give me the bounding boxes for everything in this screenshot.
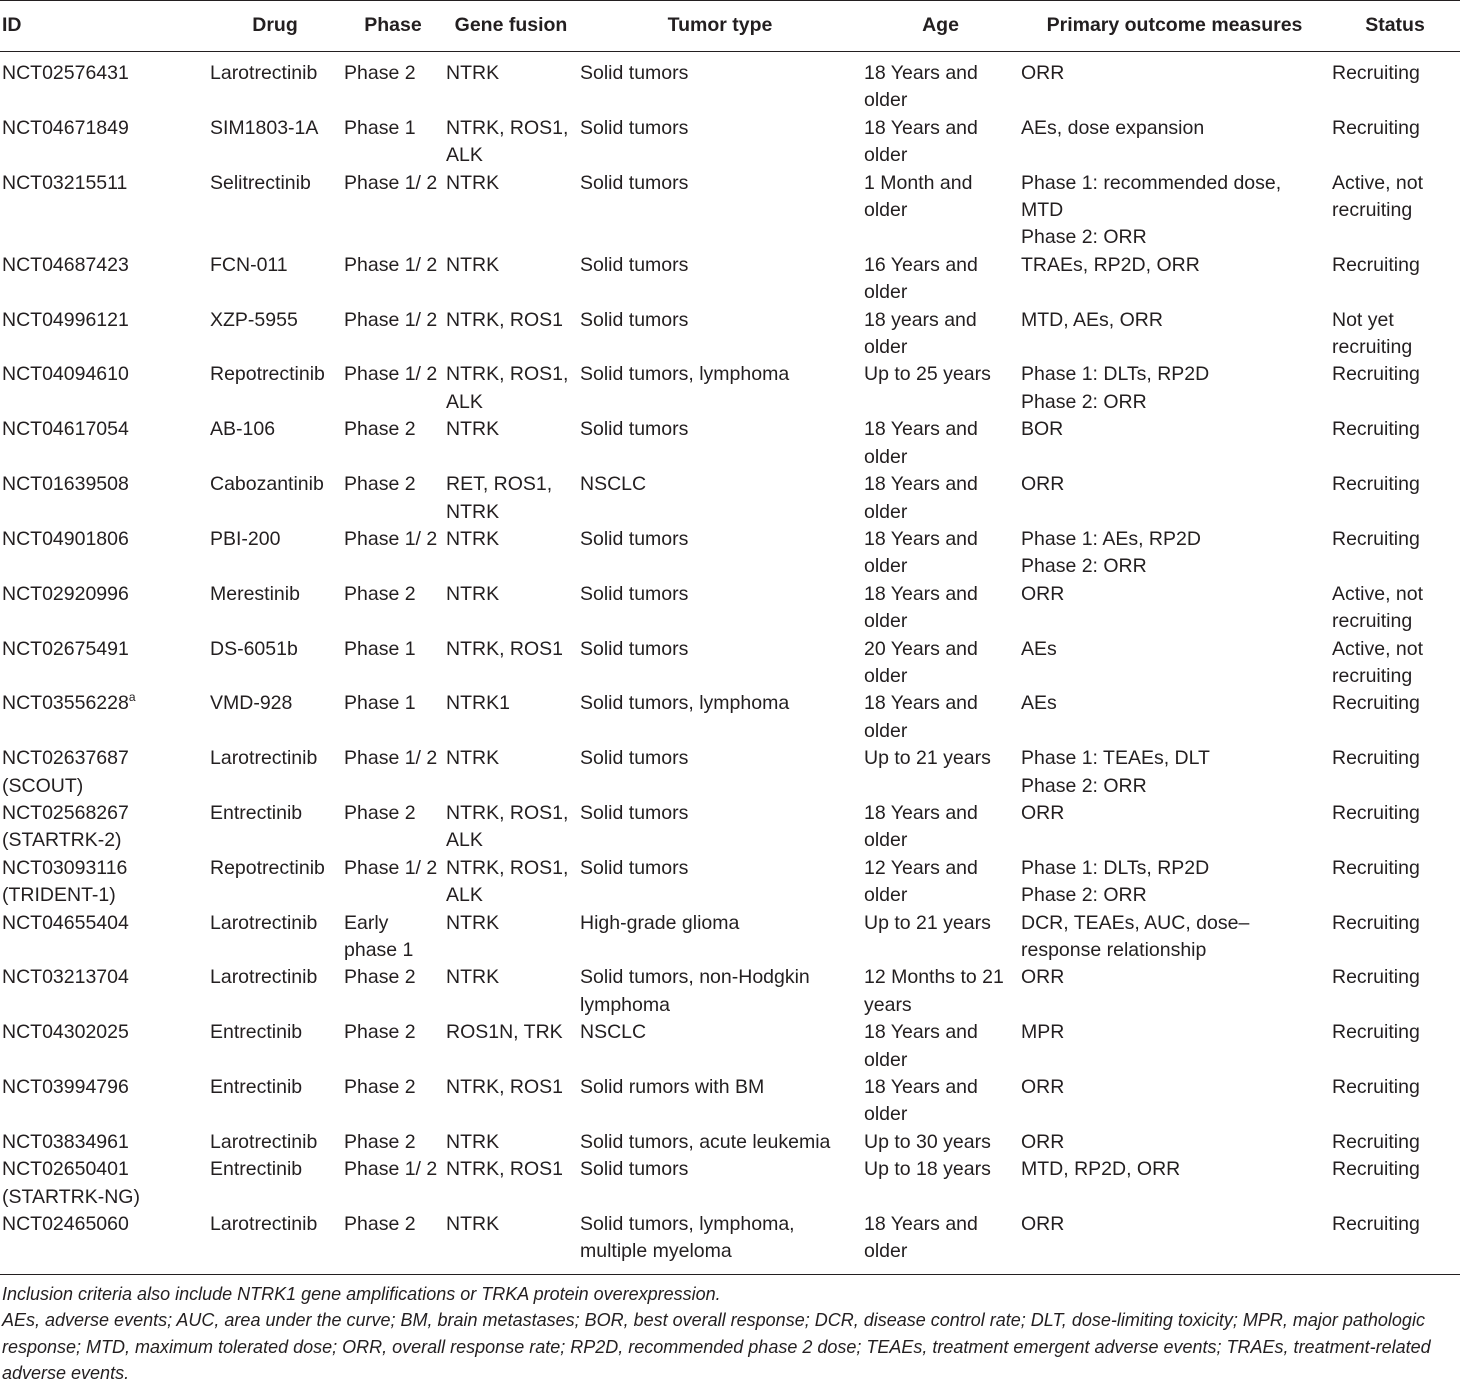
cell-phase: Phase 1 [344, 116, 416, 139]
header-id: ID [0, 1, 208, 52]
cell-drug: XZP-5955 [210, 308, 298, 331]
header-gene-fusion: Gene fusion [444, 1, 578, 52]
outcome-text: BOR [1021, 418, 1064, 441]
cell-primary-outcome [1019, 115, 1330, 170]
table-body [0, 52, 1460, 1275]
cell-drug: Entrectinib [210, 1158, 303, 1181]
cell-gene-fusion: NTRK [446, 966, 500, 989]
outcome-text: Phase 1: AEs, RP2D [1021, 527, 1201, 550]
table-row [0, 745, 1460, 800]
cell-primary-outcome [1019, 361, 1330, 416]
trial-id: NCT04687423 [2, 253, 129, 276]
cell-tumor-type: High-grade glioma [580, 911, 740, 934]
cell-status: Recruiting [1332, 1158, 1420, 1181]
cell-age: 18 Years and older [864, 1021, 978, 1071]
cell-primary-outcome [1019, 170, 1330, 252]
table-row [0, 471, 1460, 526]
trial-id-line [2, 800, 206, 827]
cell-id [0, 910, 208, 965]
outcome-text: AEs, dose expansion [1021, 116, 1205, 139]
cell-status: Recruiting [1332, 966, 1420, 989]
cell-phase: Early phase 1 [344, 911, 414, 961]
cell-age: 12 Years and older [864, 856, 978, 907]
trial-id: NCT02568267 [2, 801, 129, 824]
cell-age: 1 Month and older [864, 171, 973, 222]
outcome-text: TRAEs, RP2D, ORR [1021, 253, 1200, 276]
cell-tumor-type: Solid tumors [580, 308, 689, 331]
cell-phase: Phase 2 [344, 62, 416, 84]
cell-status: Recruiting [1330, 1211, 1460, 1274]
header-phase: Phase [342, 1, 444, 52]
cell-age: Up to 18 years [864, 1158, 991, 1181]
trial-id-line [2, 745, 206, 772]
header-primary-outcome: Primary outcome measures [1019, 1, 1330, 52]
cell-drug: SIM1803-1A [210, 116, 319, 139]
cell-drug: Entrectinib [210, 1021, 303, 1044]
trial-id: NCT02637687 [2, 747, 129, 770]
cell-drug: FCN-011 [210, 253, 288, 276]
table-row [0, 636, 1460, 691]
table-row [0, 526, 1460, 581]
header-tumor-type: Tumor type [578, 1, 862, 52]
trial-id-line [2, 1129, 206, 1156]
cell-primary-outcome [1019, 1129, 1330, 1156]
cell-drug: Larotrectinib [210, 911, 318, 934]
outcome-text-2: Phase 2: ORR [1021, 390, 1147, 413]
cell-id [0, 115, 208, 170]
table-footnotes [0, 1275, 1460, 1387]
table-row [0, 1156, 1460, 1211]
cell-id [0, 1211, 208, 1274]
cell-phase: Phase 2 [344, 418, 416, 441]
outcome-text: MTD, AEs, ORR [1021, 308, 1163, 331]
table-row [0, 800, 1460, 855]
cell-primary-outcome [1019, 52, 1330, 115]
trial-id-line [2, 1156, 206, 1183]
cell-drug: Entrectinib [210, 801, 303, 824]
cell-status: Recruiting [1332, 363, 1420, 386]
cell-status: Recruiting [1332, 747, 1420, 770]
cell-status: Recruiting [1332, 418, 1420, 441]
cell-primary-outcome [1019, 416, 1330, 471]
cell-drug: Larotrectinib [208, 1211, 342, 1274]
cell-id [0, 52, 208, 115]
cell-status: Recruiting [1332, 1130, 1420, 1153]
cell-phase: Phase 2 [344, 1021, 416, 1044]
cell-id [0, 1019, 208, 1074]
cell-drug: DS-6051b [210, 637, 298, 660]
cell-age: Up to 21 years [864, 747, 991, 770]
cell-drug: Repotrectinib [210, 363, 325, 386]
trial-id-line [2, 252, 206, 279]
cell-gene-fusion: NTRK [446, 527, 500, 550]
cell-gene-fusion: NTRK [446, 911, 500, 934]
outcome-text: ORR [1021, 1213, 1065, 1236]
table-row [0, 581, 1460, 636]
cell-id [0, 636, 208, 691]
cell-id [0, 307, 208, 362]
cell-id [0, 855, 208, 910]
cell-phase: Phase 1/ 2 [344, 363, 438, 386]
cell-status: Recruiting [1332, 116, 1420, 139]
trial-id-line [2, 60, 206, 87]
outcome-text: AEs [1021, 637, 1057, 660]
cell-primary-outcome [1019, 690, 1330, 745]
trial-id-line [2, 170, 206, 197]
outcome-text-2: Phase 2: ORR [1021, 774, 1147, 797]
cell-phase: Phase 1/ 2 [344, 856, 438, 879]
cell-gene-fusion: NTRK [446, 747, 500, 770]
cell-phase: Phase 1/ 2 [344, 527, 438, 550]
cell-id [0, 800, 208, 855]
trial-id: NCT01639508 [2, 473, 129, 496]
cell-id [0, 964, 208, 1019]
footnote-a: Inclusion criteria also include NTRK1 gene amplifications or TRKA protein overexpression. [2, 1283, 721, 1304]
trial-id-line [2, 307, 206, 334]
table-row [0, 1129, 1460, 1156]
outcome-text: Phase 1: recommended dose, MTD [1021, 171, 1282, 222]
trial-id: NCT03834961 [2, 1130, 129, 1153]
cell-age: 18 Years and older [864, 418, 978, 468]
outcome-text-2: Phase 2: ORR [1021, 226, 1147, 249]
cell-gene-fusion: NTRK1 [446, 692, 510, 715]
cell-tumor-type: Solid tumors [580, 1158, 689, 1181]
trial-id-line [2, 526, 206, 553]
outcome-text: ORR [1021, 1130, 1065, 1153]
cell-id [0, 1129, 208, 1156]
outcome-text: ORR [1021, 801, 1065, 824]
cell-age: Up to 30 years [864, 1130, 991, 1153]
cell-gene-fusion: NTRK [446, 582, 500, 605]
cell-id [0, 745, 208, 800]
cell-tumor-type: Solid tumors [580, 856, 689, 879]
outcome-text: MTD, RP2D, ORR [1021, 1158, 1181, 1181]
trial-id: NCT03556228 [2, 692, 129, 715]
cell-primary-outcome [1019, 1074, 1330, 1129]
table-row [0, 252, 1460, 307]
cell-status: Recruiting [1332, 1076, 1420, 1099]
trial-id-line [2, 910, 206, 937]
cell-tumor-type: NSCLC [580, 1021, 647, 1044]
trial-id: NCT04617054 [2, 418, 129, 441]
cell-phase: Phase 1/ 2 [344, 1158, 438, 1181]
cell-gene-fusion: RET, ROS1, NTRK [446, 473, 553, 523]
cell-tumor-type: Solid tumors, non-Hodgkin lymphoma [580, 966, 810, 1016]
trial-id: NCT04671849 [2, 116, 129, 139]
trial-id: NCT04996121 [2, 308, 129, 331]
table-row [0, 361, 1460, 416]
outcome-text: DCR, TEAEs, AUC, dose–response relationship [1021, 911, 1250, 961]
cell-tumor-type: Solid tumors, lymphoma [580, 363, 790, 386]
cell-gene-fusion: NTRK [446, 62, 500, 84]
cell-age: 18 Years and older [864, 692, 978, 742]
cell-age: 18 Years and older [864, 62, 978, 112]
cell-gene-fusion: ROS1N, TRK [446, 1021, 563, 1044]
outcome-text: MPR [1021, 1021, 1065, 1044]
cell-age: 12 Months to 21 years [864, 966, 1004, 1016]
cell-id [0, 1156, 208, 1211]
table-row [0, 855, 1460, 910]
cell-primary-outcome [1019, 1019, 1330, 1074]
cell-phase: Phase 2 [344, 801, 416, 824]
cell-id [0, 526, 208, 581]
cell-age: 18 Years and older [862, 1211, 1019, 1274]
cell-primary-outcome [1019, 1211, 1330, 1274]
cell-id [0, 170, 208, 252]
trial-id: NCT03093116 [2, 856, 128, 879]
cell-drug: Larotrectinib [210, 62, 318, 84]
cell-tumor-type: Solid tumors [580, 747, 689, 770]
outcome-text-2: Phase 2: ORR [1021, 555, 1147, 578]
cell-primary-outcome [1019, 471, 1330, 526]
cell-status: Recruiting [1332, 253, 1420, 276]
trial-id-line [2, 115, 206, 142]
outcome-text: Phase 1: DLTs, RP2D [1021, 856, 1210, 879]
cell-status: Active, not recruiting [1332, 637, 1424, 687]
cell-phase: Phase 1 [344, 692, 416, 715]
trial-id: NCT03213704 [2, 966, 129, 989]
trial-id-line [2, 361, 206, 388]
cell-gene-fusion: NTRK [446, 253, 500, 276]
trial-id: NCT02920996 [2, 582, 129, 605]
cell-phase: Phase 1 [344, 637, 416, 660]
cell-tumor-type: Solid tumors [580, 418, 689, 441]
cell-drug: Larotrectinib [210, 1130, 318, 1153]
trial-id: NCT04901806 [2, 527, 129, 550]
cell-gene-fusion: NTRK, ROS1, ALK [446, 801, 569, 852]
cell-age: Up to 25 years [864, 363, 991, 386]
trial-id-line [2, 1074, 206, 1101]
cell-phase: Phase 2 [344, 473, 416, 496]
cell-status: Not yet recruiting [1332, 308, 1413, 359]
cell-status: Active, not recruiting [1332, 171, 1424, 222]
cell-primary-outcome [1019, 1156, 1330, 1211]
cell-id [0, 361, 208, 416]
cell-tumor-type: Solid tumors, lymphoma, multiple myeloma [578, 1211, 862, 1274]
header-drug: Drug [208, 1, 342, 52]
cell-status: Recruiting [1332, 1021, 1420, 1044]
cell-id [0, 252, 208, 307]
cell-phase: Phase 2 [342, 1211, 444, 1274]
cell-gene-fusion: NTRK [446, 171, 500, 194]
cell-status: Recruiting [1332, 801, 1420, 824]
cell-id [0, 690, 208, 745]
cell-drug: PBI-200 [210, 527, 281, 550]
trial-id: NCT04094610 [2, 363, 129, 386]
cell-age: 18 Years and older [864, 801, 978, 852]
cell-status: Recruiting [1332, 856, 1420, 879]
trial-acronym: (STARTRK-2) [2, 829, 122, 852]
header-row [0, 1, 1460, 52]
cell-tumor-type: Solid tumors [580, 62, 689, 84]
outcome-text: ORR [1021, 473, 1065, 496]
cell-id [0, 581, 208, 636]
trial-acronym: (STARTRK-NG) [2, 1185, 140, 1208]
cell-gene-fusion: NTRK [446, 418, 500, 441]
cell-primary-outcome [1019, 581, 1330, 636]
outcome-text: AEs [1021, 692, 1057, 715]
cell-tumor-type: Solid tumors, acute leukemia [580, 1130, 831, 1153]
outcome-text: Phase 1: DLTs, RP2D [1021, 363, 1210, 386]
cell-gene-fusion: NTRK, ROS1 [446, 1076, 564, 1099]
cell-phase: Phase 2 [344, 1130, 416, 1153]
cell-status: Recruiting [1332, 911, 1420, 934]
trial-id: NCT04655404 [2, 911, 129, 934]
cell-age: 18 years and older [864, 308, 977, 359]
cell-primary-outcome [1019, 307, 1330, 362]
outcome-text-2: Phase 2: ORR [1021, 884, 1147, 907]
cell-id [0, 1074, 208, 1129]
trial-acronym: (TRIDENT-1) [2, 884, 116, 907]
header-status: Status [1330, 1, 1460, 52]
cell-primary-outcome [1019, 800, 1330, 855]
trial-acronym: (SCOUT) [2, 774, 84, 797]
cell-drug: AB-106 [210, 418, 276, 441]
trial-id-line [2, 416, 206, 443]
cell-drug: VMD-928 [210, 692, 293, 715]
table-row [0, 1019, 1460, 1074]
cell-drug: Larotrectinib [210, 747, 318, 770]
cell-tumor-type: Solid tumors [580, 253, 689, 276]
footnote-marker: a [128, 690, 136, 705]
cell-primary-outcome [1019, 526, 1330, 581]
trial-id-line [2, 581, 206, 608]
cell-tumor-type: Solid tumors [580, 801, 689, 824]
header-age: Age [862, 1, 1019, 52]
cell-primary-outcome [1019, 855, 1330, 910]
cell-drug: Repotrectinib [210, 856, 325, 879]
cell-gene-fusion: NTRK, ROS1 [446, 308, 564, 331]
table-row [0, 690, 1460, 745]
outcome-text: ORR [1021, 1076, 1065, 1099]
cell-age: 20 Years and older [864, 637, 978, 687]
cell-age: 18 Years and older [864, 116, 978, 167]
trial-id: NCT02576431 [2, 62, 129, 84]
cell-age: 18 Years and older [864, 527, 978, 578]
table-row [0, 52, 1460, 115]
cell-age: 16 Years and older [864, 253, 978, 304]
cell-tumor-type: Solid tumors, lymphoma [580, 692, 790, 715]
cell-age: Up to 21 years [864, 911, 991, 934]
cell-age: 18 Years and older [864, 473, 978, 523]
table-header [0, 1, 1460, 52]
trial-id: NCT03215511 [2, 171, 128, 194]
outcome-text: Phase 1: TEAEs, DLT [1021, 747, 1210, 770]
outcome-text: ORR [1021, 582, 1065, 605]
cell-phase: Phase 2 [344, 1076, 416, 1099]
cell-phase: Phase 2 [344, 966, 416, 989]
cell-status: Active, not recruiting [1332, 582, 1424, 633]
trial-id-line [2, 855, 206, 882]
cell-gene-fusion: NTRK, ROS1, ALK [446, 856, 569, 907]
cell-id [0, 471, 208, 526]
cell-phase: Phase 1/ 2 [344, 171, 438, 194]
cell-tumor-type: Solid tumors [580, 116, 689, 139]
table-row [0, 1211, 1460, 1274]
trial-id-line [2, 690, 206, 717]
cell-id [0, 416, 208, 471]
cell-phase: Phase 2 [344, 582, 416, 605]
cell-gene-fusion: NTRK [446, 1130, 500, 1153]
cell-primary-outcome [1019, 910, 1330, 965]
cell-drug: Cabozantinib [210, 473, 324, 496]
table-row [0, 115, 1460, 170]
outcome-text: ORR [1021, 62, 1065, 84]
cell-drug: Larotrectinib [210, 966, 318, 989]
trial-id: NCT04302025 [2, 1021, 129, 1044]
trial-id-line [2, 636, 206, 663]
trial-id-line [2, 1019, 206, 1046]
cell-drug: Merestinib [210, 582, 300, 605]
table-row [0, 910, 1460, 965]
cell-gene-fusion: NTRK [444, 1211, 578, 1274]
cell-gene-fusion: NTRK, ROS1, ALK [446, 363, 569, 413]
cell-tumor-type: Solid tumors [580, 171, 689, 194]
table-row [0, 1074, 1460, 1129]
trial-id: NCT02465060 [2, 1213, 129, 1236]
trial-id: NCT02650401 [2, 1158, 129, 1181]
cell-tumor-type: Solid rumors with BM [580, 1076, 765, 1099]
cell-phase: Phase 1/ 2 [344, 308, 438, 331]
table-row [0, 307, 1460, 362]
trial-id-line [2, 964, 206, 991]
table-row [0, 416, 1460, 471]
cell-tumor-type: Solid tumors [580, 637, 689, 660]
cell-drug: Entrectinib [210, 1076, 303, 1099]
cell-status: Recruiting [1332, 692, 1420, 715]
cell-status: Recruiting [1332, 62, 1420, 84]
trial-id: NCT03994796 [2, 1076, 129, 1099]
outcome-text: ORR [1021, 966, 1065, 989]
cell-status: Recruiting [1332, 473, 1420, 496]
table-row [0, 964, 1460, 1019]
cell-age: 18 Years and older [864, 1076, 978, 1126]
cell-gene-fusion: NTRK, ROS1, ALK [446, 116, 569, 167]
trial-id-line [2, 471, 206, 498]
cell-tumor-type: Solid tumors [580, 527, 689, 550]
cell-age: 18 Years and older [864, 582, 978, 633]
cell-primary-outcome [1019, 252, 1330, 307]
cell-status: Recruiting [1332, 527, 1420, 550]
table-row [0, 170, 1460, 252]
cell-drug: Selitrectinib [210, 171, 311, 194]
cell-tumor-type: Solid tumors [580, 582, 689, 605]
cell-tumor-type: NSCLC [580, 473, 647, 496]
cell-primary-outcome [1019, 964, 1330, 1019]
cell-phase: Phase 1/ 2 [344, 253, 438, 276]
trial-id-line [2, 1211, 206, 1238]
cell-gene-fusion: NTRK, ROS1 [446, 637, 564, 660]
footnote-abbreviations: AEs, adverse events; AUC, area under the curve; BM, brain metastases; BOR, best overall response; DCR, disease control rate; DLT, dose-limiting toxicity; MPR, major pathologic response; MTD, maximum tolerated dose; ORR, overall response rate; RP2D, recommended phase 2 dose; TEAEs, treatment emergent adverse events; TRAEs, treatment-related adverse events. [2, 1310, 1431, 1384]
cell-primary-outcome [1019, 745, 1330, 800]
cell-gene-fusion: NTRK, ROS1 [446, 1158, 564, 1181]
trial-id: NCT02675491 [2, 637, 129, 660]
cell-primary-outcome [1019, 636, 1330, 691]
cell-phase: Phase 1/ 2 [344, 747, 438, 770]
